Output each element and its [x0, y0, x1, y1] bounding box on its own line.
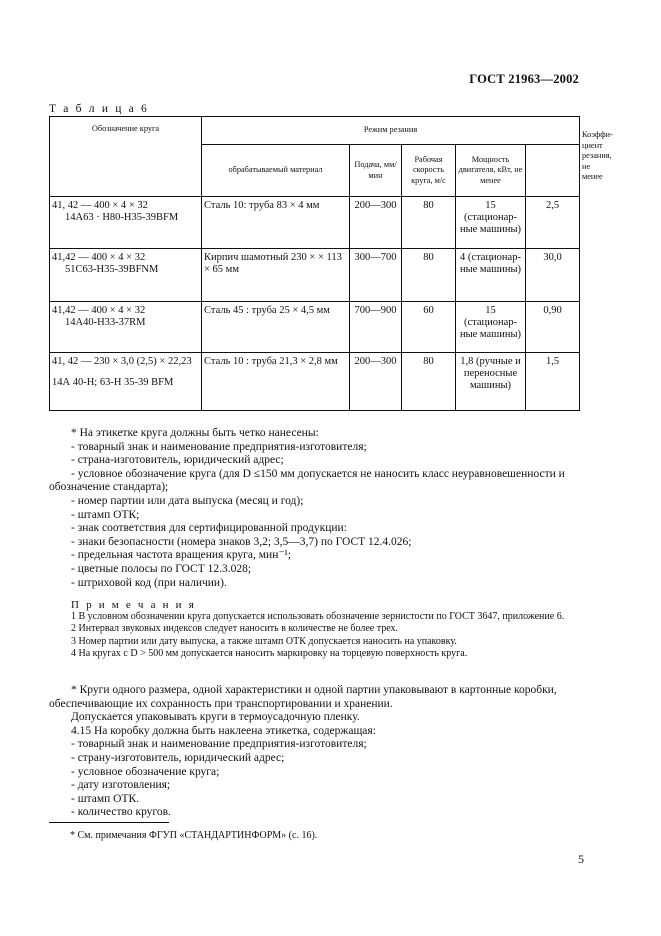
- cell-material: Сталь 45 : труба 25 × 4,5 мм: [202, 302, 350, 353]
- packing-paragraph: Допускается упаковывать круги в термоусадочную пленку.: [71, 711, 360, 724]
- list-item: - страну-изготовитель, юридический адрес;: [71, 751, 285, 764]
- packing-paragraph: * Круги одного размера, одной характеристики и одной партии упаковывают в картонные коробки, обеспечивающие их сохранность при транспортировании и хранении.: [49, 684, 557, 710]
- cell-material: Кирпич шамотный 230 × × 113 × 65 мм: [202, 249, 350, 302]
- list-item: - цветные полосы по ГОСТ 12.3.028;: [71, 562, 252, 575]
- list-item: - предельная частота вращения круга, мин⁻¹;: [71, 549, 292, 562]
- table-row: [50, 197, 580, 249]
- list-item: - штамп ОТК;: [71, 508, 140, 521]
- footnote-divider: [49, 822, 169, 823]
- footnote: * См. примечания ФГУП «СТАНДАРТИНФОРМ» (с. 16).: [70, 830, 318, 841]
- clause-4-15: 4.15 На коробку должна быть наклеена этикетка, содержащая:: [71, 724, 376, 737]
- list-item: - штамп ОТК.: [71, 792, 140, 805]
- cell-power: 15 (стационар-ные машины): [456, 197, 526, 249]
- label-intro: * На этикетке круга должны быть четко нанесены:: [71, 427, 319, 439]
- cell-coefficient: 30,0: [526, 249, 580, 302]
- table-row: [50, 302, 580, 353]
- document-id: ГОСТ 21963—2002: [469, 72, 579, 86]
- cell-designation: 41,42 — 400 × 4 × 32 14А40-Н33-37RM: [50, 302, 202, 353]
- cell-coefficient: 2,5: [526, 197, 580, 249]
- table-caption: Т а б л и ц а 6: [49, 103, 150, 115]
- cell-power: 1,8 (ручные и переносные машины): [456, 353, 526, 411]
- cell-power: 4 (стационар-ные машины): [456, 249, 526, 302]
- cell-feed: 300—700: [350, 249, 402, 302]
- note-item: 4 На кругах с D > 500 мм допускается наносить маркировку на торцевую поверхность круга.: [71, 647, 468, 659]
- list-item: - количество кругов.: [71, 806, 171, 819]
- list-item: - номер партии или дата выпуска (месяц и год);: [71, 494, 304, 507]
- note-item: 3 Номер партии или дату выпуска, а также штамп ОТК допускается наносить на упаковку.: [71, 635, 457, 647]
- header-speed: Рабочая скорость круга, м/с: [402, 145, 456, 197]
- cell-designation: 41, 42 — 400 × 4 × 32 14А63 · Н80-Н35-39BFM: [50, 197, 202, 249]
- cell-coefficient: 0,90: [526, 302, 580, 353]
- cell-designation: 41, 42 — 230 × 3,0 (2,5) × 22,23 14А 40-Н; 63-Н 35-39 BFM: [50, 353, 202, 411]
- list-item: - знаки безопасности (номера знаков 3,2; 3,5—3,7) по ГОСТ 12.4.026;: [71, 535, 412, 548]
- header-feed: Подача, мм/мин: [350, 145, 402, 197]
- label-requirements: [49, 427, 579, 590]
- list-item: - товарный знак и наименование предприятия-изготовителя;: [71, 440, 367, 453]
- list-item: - штриховой код (при наличии).: [71, 576, 227, 589]
- list-item: - условное обозначение круга (для D ≤150 мм допускается не наносить класс неуравновешенности и обозначение стандарта);: [49, 467, 565, 494]
- header-power: Мощность двигателя, кВт, не менее: [456, 145, 526, 197]
- list-item: - условное обозначение круга;: [71, 765, 220, 778]
- list-item: - страна-изготовитель, юридический адрес;: [71, 454, 284, 467]
- cell-feed: 200—300: [350, 197, 402, 249]
- header-material: обрабатываемый материал: [202, 145, 350, 197]
- table-row: [50, 249, 580, 302]
- notes-block: [49, 599, 579, 660]
- header-designation: Обозначение круга: [50, 117, 202, 197]
- cell-material: Сталь 10: труба 83 × 4 мм: [202, 197, 350, 249]
- page-number: 5: [578, 852, 584, 866]
- cell-material: Сталь 10 : труба 21,3 × 2,8 мм: [202, 353, 350, 411]
- header-cutting-mode: Режим резания: [202, 117, 580, 145]
- cell-power: 15 (стационар-ные машины): [456, 302, 526, 353]
- cell-designation: 41,42 — 400 × 4 × 32 51С63-Н35-39BFNM: [50, 249, 202, 302]
- table-row: [50, 353, 580, 411]
- list-item: - дату изготовления;: [71, 779, 171, 792]
- notes-title: П р и м е ч а н и я: [71, 599, 196, 611]
- cell-feed: 700—900: [350, 302, 402, 353]
- note-item: 1 В условном обозначении круга допускается использовать обозначение зернистости по ГОСТ 3647, приложение 6.: [71, 611, 565, 623]
- cell-feed: 200—300: [350, 353, 402, 411]
- packing-section: [49, 684, 579, 820]
- cell-speed: 80: [402, 353, 456, 411]
- list-item: - товарный знак и наименование предприятия-изготовителя;: [71, 738, 367, 751]
- cutting-modes-table: Обозначение круга Режим резания Коэффи-циент резания, не менее обрабатываемый материал Подача, мм/мин Рабочая скорость круга, м/с Мощность двигателя, кВт, не менее 41, 42 — 400 × 4 × 32 14А63 · Н80-Н35-39BFM Сталь 10: труба 83 × 4 мм 200—300 80 15 (стационар-ные машины) 2,5 41,42 — 400 × 4 × 32 51С63-Н35-39BFNM Кирпич шамотный 230 × × 113 × 65 мм 300—700 80 4 (стационар-ные машины) 30,0 41,42 — 400 × 4 × 32 14А40-Н33-37RM Сталь 45 : труба 25 × 4,5 мм 700—900 60 15 (стационар-ные машины) 0,90 41, 42 — 230 × 3,0 (2,5) × 22,23 14А 40-Н; 63-Н 35-39 BFM Сталь 10 : труба 21,3 × 2,8 мм 200—300 80 1,8 (ручные и переносные машины) 1,5: [49, 116, 580, 411]
- list-item: - знак соответствия для сертифицированной продукции:: [71, 522, 347, 535]
- cell-speed: 80: [402, 197, 456, 249]
- note-item: 2 Интервал звуковых индексов следует наносить в количестве не более трех.: [71, 623, 399, 635]
- cell-speed: 60: [402, 302, 456, 353]
- cell-speed: 80: [402, 249, 456, 302]
- cell-coefficient: 1,5: [526, 353, 580, 411]
